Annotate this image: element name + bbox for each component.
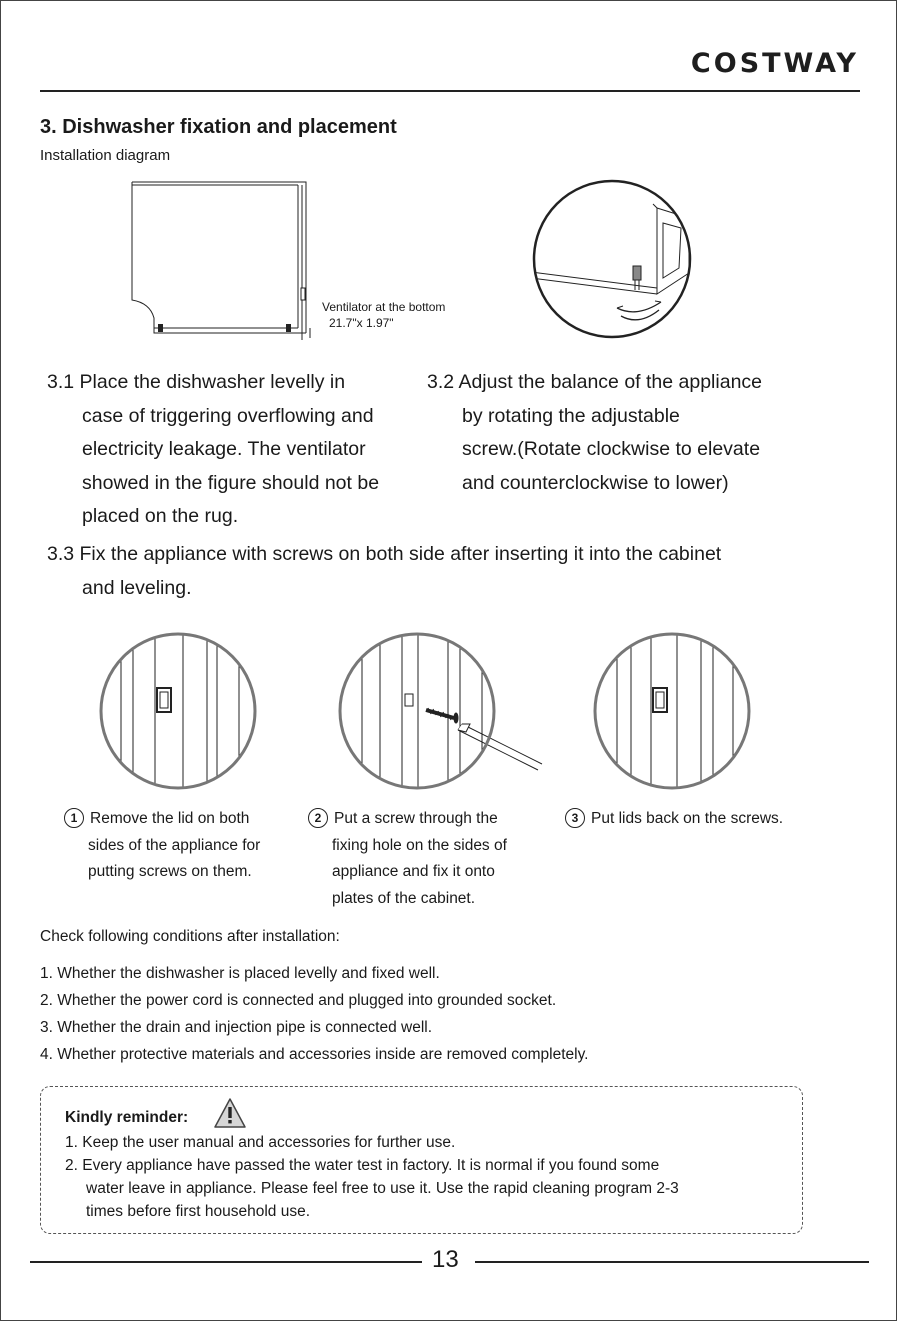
caption-2 (308, 806, 558, 912)
step-3-3-line-1: 3.3 Fix the appliance with screws on both side after inserting it into the cabinet (47, 543, 722, 565)
header-rule (40, 90, 860, 92)
page-number: 13 (432, 1246, 459, 1273)
reminder-item-2-cont: water leave in appliance. Please feel free to use it. Use the rapid cleaning program 2-3 (86, 1180, 679, 1197)
step-3-3 (47, 538, 867, 605)
step-3-2 (427, 366, 847, 500)
lid-back-illustration (593, 632, 751, 790)
ventilator-dimensions: 21.7"x 1.97" (329, 316, 394, 330)
insert-screw-illustration (338, 632, 548, 792)
check-item: 1. Whether the dishwasher is placed levelly and fixed well. (40, 965, 440, 982)
step-3-1-line-3: electricity leakage. The ventilator (82, 438, 366, 460)
circled-number-2: 2 (308, 808, 328, 828)
check-list (40, 960, 589, 1068)
step-3-1-line-2: case of triggering overflowing and (82, 404, 374, 427)
caption-1-line-1: 1 Remove the lid on both (64, 810, 249, 827)
caption-2-line-1: 2 Put a screw through the (308, 810, 498, 827)
reminder-title: Kindly reminder: (65, 1109, 189, 1126)
check-item: 2. Whether the power cord is connected and plugged into grounded socket. (40, 992, 557, 1009)
section-title: 3. Dishwasher fixation and placement (40, 116, 397, 138)
leveling-screw-detail (531, 178, 693, 340)
caption-1 (64, 806, 304, 886)
diagram-label: Installation diagram (40, 147, 171, 164)
circled-number-1: 1 (64, 808, 84, 828)
step-3-2-line-1: 3.2 Adjust the balance of the appliance (427, 371, 763, 393)
reminder-item-2-cont: times before first household use. (86, 1203, 311, 1220)
step-3-2-line-3: screw.(Rotate clockwise to elevate (462, 438, 761, 460)
caption-3 (565, 806, 845, 833)
dishwasher-diagram (128, 178, 313, 343)
caption-2-line-3: appliance and fix it onto (332, 863, 495, 880)
step-3-1-line-1: 3.1 Place the dishwasher levelly in (47, 371, 346, 393)
caption-1-line-3: putting screws on them. (88, 863, 252, 880)
check-title: Check following conditions after installation: (40, 928, 340, 945)
reminder-item-2: 2. Every appliance have passed the water test in factory. It is normal if you found some (65, 1157, 660, 1174)
reminder-item-1: 1. Keep the user manual and accessories for further use. (65, 1134, 456, 1151)
caption-1-line-2: sides of the appliance for (88, 836, 261, 854)
remove-lid-illustration (99, 632, 257, 790)
ventilator-label (322, 299, 445, 331)
ventilator-label-text: Ventilator at the bottom (322, 300, 446, 314)
reminder-box (40, 1086, 803, 1234)
step-3-1 (47, 366, 427, 534)
caption-3-line-1: 3 Put lids back on the screws. (565, 810, 783, 827)
step-3-1-line-5: placed on the rug. (82, 505, 239, 527)
check-item: 3. Whether the drain and injection pipe is connected well. (40, 1019, 433, 1036)
check-item: 4. Whether protective materials and accessories inside are removed completely. (40, 1046, 589, 1063)
brand-logo: COSTWAY (690, 48, 859, 79)
caption-2-line-4: plates of the cabinet. (332, 889, 476, 907)
circled-number-3: 3 (565, 808, 585, 828)
caption-2-line-2: fixing hole on the sides of (332, 836, 507, 854)
step-3-2-line-4: and counterclockwise to lower) (462, 471, 729, 494)
step-3-2-line-2: by rotating the adjustable (462, 404, 680, 427)
step-3-1-line-4: showed in the figure should not be (82, 471, 380, 494)
step-3-3-line-2: and leveling. (82, 576, 192, 599)
footer-rule-left (30, 1261, 422, 1263)
warning-triangle-icon (213, 1097, 247, 1129)
reminder-list (65, 1131, 785, 1223)
footer-rule-right (475, 1261, 869, 1263)
